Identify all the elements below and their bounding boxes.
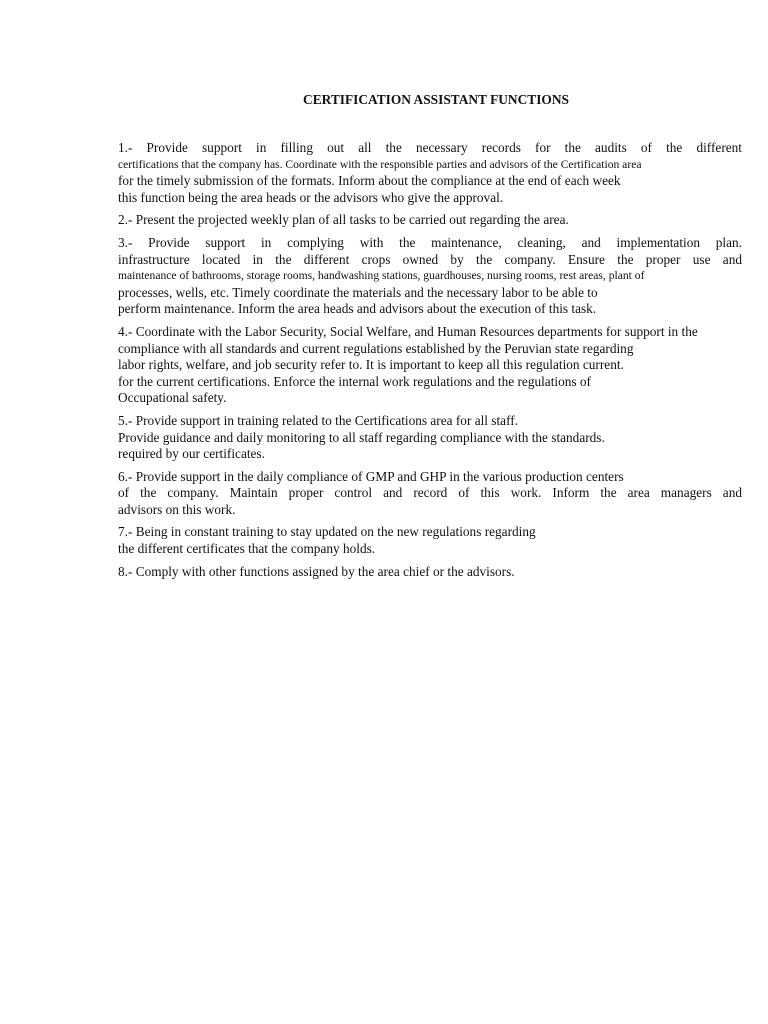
function-item-7 xyxy=(118,524,742,557)
text-line: 8.- Comply with other functions assigned by the area chief or the advisors. xyxy=(118,563,515,579)
text-line: compliance with all standards and current regulations established by the Peruvian state regarding xyxy=(118,340,634,356)
text-line: 1.- Provide support in filling out all the necessary records for the audits of the different xyxy=(118,140,742,155)
text-line: the different certificates that the company holds. xyxy=(118,541,376,557)
function-item-3 xyxy=(118,235,742,318)
text-line: Provide guidance and daily monitoring to all staff regarding compliance with the standards. xyxy=(118,429,605,445)
function-item-6 xyxy=(118,469,742,519)
text-line: certifications that the company has. Coordinate with the responsible parties and advisors of the Certification area xyxy=(118,157,642,171)
text-line: this function being the area heads or the advisors who give the approval. xyxy=(118,189,504,205)
text-line: maintenance of bathrooms, storage rooms, handwashing stations, guardhouses, nursing rooms, rest areas, plant of xyxy=(118,269,645,283)
text-line: 4.- Coordinate with the Labor Security, Social Welfare, and Human Resources departments for support in the xyxy=(118,323,698,339)
text-line: labor rights, welfare, and job security refer to. It is important to keep all this regulation current. xyxy=(118,357,624,373)
document-title: CERTIFICATION ASSISTANT FUNCTIONS xyxy=(303,92,569,107)
text-line: for the timely submission of the formats. Inform about the compliance at the end of each week xyxy=(118,173,621,189)
function-item-2 xyxy=(118,212,742,229)
text-line: of the company. Maintain proper control and record of this work. Inform the area managers and xyxy=(118,485,742,501)
text-line: required by our certificates. xyxy=(118,446,265,462)
function-item-8 xyxy=(118,564,742,581)
function-item-5 xyxy=(118,413,742,463)
text-line: Occupational safety. xyxy=(118,390,227,406)
text-line: 6.- Provide support in the daily compliance of GMP and GHP in the various production centers xyxy=(118,468,624,484)
text-line: processes, wells, etc. Timely coordinate the materials and the necessary labor to be able to xyxy=(118,284,598,300)
text-line: 5.- Provide support in training related to the Certifications area for all staff. xyxy=(118,412,519,428)
text-line: perform maintenance. Inform the area heads and advisors about the execution of this task. xyxy=(118,301,597,317)
text-line: 2.- Present the projected weekly plan of all tasks to be carried out regarding the area. xyxy=(118,212,569,228)
text-line: for the current certifications. Enforce the internal work regulations and the regulations of xyxy=(118,373,591,389)
text-line: advisors on this work. xyxy=(118,501,236,517)
function-item-4 xyxy=(118,324,742,407)
text-line: 7.- Being in constant training to stay updated on the new regulations regarding xyxy=(118,524,536,540)
text-line: 3.- Provide support in complying with the maintenance, cleaning, and implementation plan. xyxy=(118,234,742,250)
document-page xyxy=(118,92,742,586)
text-line: infrastructure located in the different crops owned by the company. Ensure the proper use and xyxy=(118,251,742,267)
function-item-1 xyxy=(118,140,742,206)
